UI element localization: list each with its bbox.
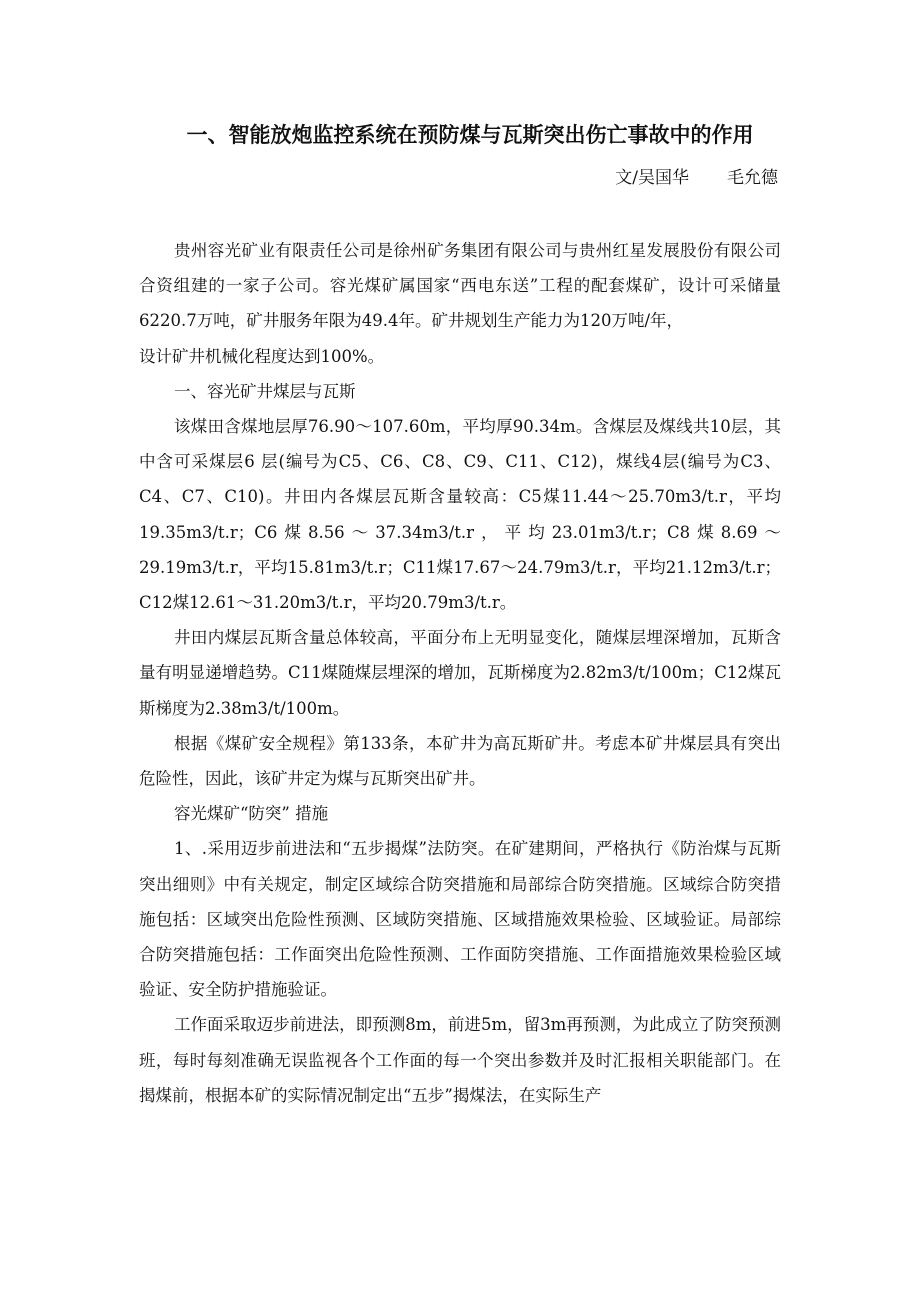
section-heading: 容光煤矿“防突” 措施	[174, 804, 329, 824]
paragraph: 1、.采用迈步前进法和“五步揭煤”法防突。在矿建期间，严格执行《防治煤与瓦斯突出细则》中有关规定，制定区域综合防突措施和局部综合防突措施。区域综合防突措施包括：区域突出危险性预测、区域防突措施、区域措施效果检验、区域验证。局部综合防突措施包括：工作面突出危险性预测、工作面防突措施、工作面措施效果检验区域验证、安全防护措施验证。	[139, 839, 781, 1000]
author-line	[615, 164, 778, 192]
paragraph: 设计矿井机械化程度达到100%。	[139, 346, 385, 366]
section-heading: 一、容光矿井煤层与瓦斯	[174, 381, 356, 401]
author-first: 文/吴国华	[615, 168, 689, 188]
paragraph: 该煤田含煤地层厚76.90～107.60m，平均厚90.34m。含煤层及煤线共10层，其中含可采煤层6 层(编号为C5、C6、C8、C9、C11、C12)，煤线4层(编号为C3、C4、C7、C10)。井田内各煤层瓦斯含量较高：C5煤11.44～25.70m3/t.r，平均19.35m3/t.r；C6煤8.56～37.34m3/t.r，平均23.01m3/t.r；C8煤8.69～29.19m3/t.r，平均15.81m3/t.r；C11煤17.67～24.79m3/t.r，平均21.12m3/t.r；C12煤12.61～31.20m3/t.r，平均20.79m3/t.r。	[139, 417, 781, 613]
body-text	[139, 233, 781, 1113]
paragraph: 工作面采取迈步前进法，即预测8m，前进5m，留3m再预测，为此成立了防突预测班，每时每刻准确无误监视各个工作面的每一个突出参数并及时汇报相关职能部门。在揭煤前，根据本矿的实际情况制定出“五步”揭煤法，在实际生产	[139, 1015, 781, 1105]
paragraph: 井田内煤层瓦斯含量总体较高，平面分布上无明显变化，随煤层埋深增加，瓦斯含量有明显递增趋势。C11煤随煤层埋深的增加，瓦斯梯度为2.82m3/t/100m；C12煤瓦斯梯度为2.38m3/t/100m。	[139, 628, 781, 718]
author-second: 毛允德	[727, 168, 778, 188]
paragraph: 贵州容光矿业有限责任公司是徐州矿务集团有限公司与贵州红星发展股份有限公司合资组建的一家子公司。容光煤矿属国家“西电东送”工程的配套煤矿，设计可采储量6220.7万吨，矿井服务年限为49.4年。矿井规划生产能力为120万吨/年，	[139, 241, 781, 331]
paragraph: 根据《煤矿安全规程》第133条，本矿井为高瓦斯矿井。考虑本矿井煤层具有突出危险性，因此，该矿井定为煤与瓦斯突出矿井。	[139, 733, 781, 789]
document-title: 一、智能放炮监控系统在预防煤与瓦斯突出伤亡事故中的作用	[186, 123, 754, 147]
